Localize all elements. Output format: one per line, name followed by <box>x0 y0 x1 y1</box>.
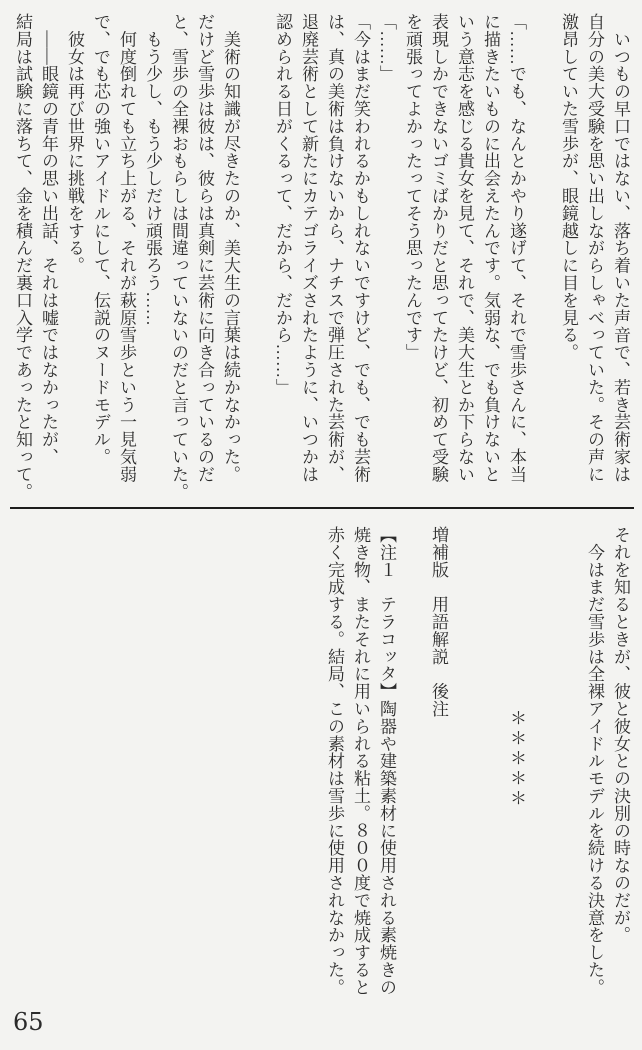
glossary-note-column: 赤く完成する。結局、この素材は雪歩に使用されなかった。 <box>325 526 344 996</box>
story-section-top <box>9 13 633 501</box>
dialogue-column: 認められる日がくるって、だから、だから……」 <box>273 13 292 396</box>
dialogue-column: を頑張ってよかったってそう思ったんです」 <box>403 13 422 361</box>
text-column: だけど雪歩は彼は、彼らは真剣に芸術に向き合っているのだ <box>195 13 214 483</box>
glossary-note-column: 【注１ テラコッタ】陶器や建築素材に使用される素焼きの <box>377 526 396 996</box>
dialogue-column: 「……」 <box>377 13 396 83</box>
blank-column <box>477 526 503 1002</box>
text-column: 美術の知識が尽きたのか、美大生の言葉は続かなかった。 <box>221 13 240 483</box>
text-column: それを知るときが、彼と彼女との決別の時なのだが。 <box>611 526 630 944</box>
blank-column <box>243 13 269 495</box>
text-column: と、雪歩の全裸おもらしは間違っていないのだと言っていた。 <box>169 13 188 501</box>
page-number: 65 <box>13 1008 44 1036</box>
text-column: もう少し、もう少しだけ頑張ろう…… <box>143 13 162 327</box>
dialogue-column: に描きたいものに出会えたんです。気弱な、でも負けないと <box>481 13 500 483</box>
blank-column <box>555 526 581 1002</box>
blank-column <box>529 526 555 1002</box>
notes-section-bottom <box>321 526 633 1002</box>
dialogue-column: 表現しかできないゴミばかりだと思ってたけど、初めて受験 <box>429 13 448 483</box>
scene-break-asterisks: ＊＊＊＊＊ <box>507 709 526 809</box>
dialogue-column: は、真の美術は負けないから、ナチスで弾圧された芸術が、 <box>325 13 344 483</box>
dialogue-column: 退廃芸術として新たにカテゴライズされたように、いつかは <box>299 13 318 483</box>
blank-column <box>529 13 555 495</box>
text-column: 自分の美大受験を思い出しながらしゃべっていた。その声に <box>585 13 604 483</box>
text-column: ――眼鏡の青年の思い出話、それは嘘ではなかったが、 <box>39 13 58 466</box>
text-column: で、でも芯の強いアイドルにして、伝説のヌードモデル。 <box>91 13 110 466</box>
blank-column <box>451 526 477 1002</box>
text-column: 彼女は再び世界に挑戦をする。 <box>65 13 84 274</box>
text-column: 結局は試験に落ちて、金を積んだ裏口入学であったと知って。 <box>13 13 32 501</box>
blank-column <box>399 526 425 1002</box>
dialogue-column: 「……でも、なんとかやり遂げて、それで雪歩さんに、本当 <box>507 13 526 483</box>
section-divider-rule <box>10 507 634 509</box>
dialogue-column: いう意志を感じる貴女を見て、それで、美大生とか下らない <box>455 13 474 483</box>
dialogue-column: 「今はまだ笑われるかもしれないですけど、でも、でも芸術 <box>351 13 370 483</box>
text-column: 激昂していた雪歩が、眼鏡越しに目を見る。 <box>559 13 578 361</box>
text-column: 今はまだ雪歩は全裸アイドルモデルを続ける決意をした。 <box>585 526 604 996</box>
text-column: 何度倒れても立ち上がる、それが萩原雪歩という一見気弱 <box>117 13 136 483</box>
text-column: いつもの早口ではない、落ち着いた声音で、若き芸術家は <box>611 13 630 483</box>
glossary-note-column: 焼き物、またそれに用いられる粘土。８００度で焼成すると <box>351 526 370 996</box>
glossary-heading: 増補版 用語解説 後注 <box>429 526 448 718</box>
